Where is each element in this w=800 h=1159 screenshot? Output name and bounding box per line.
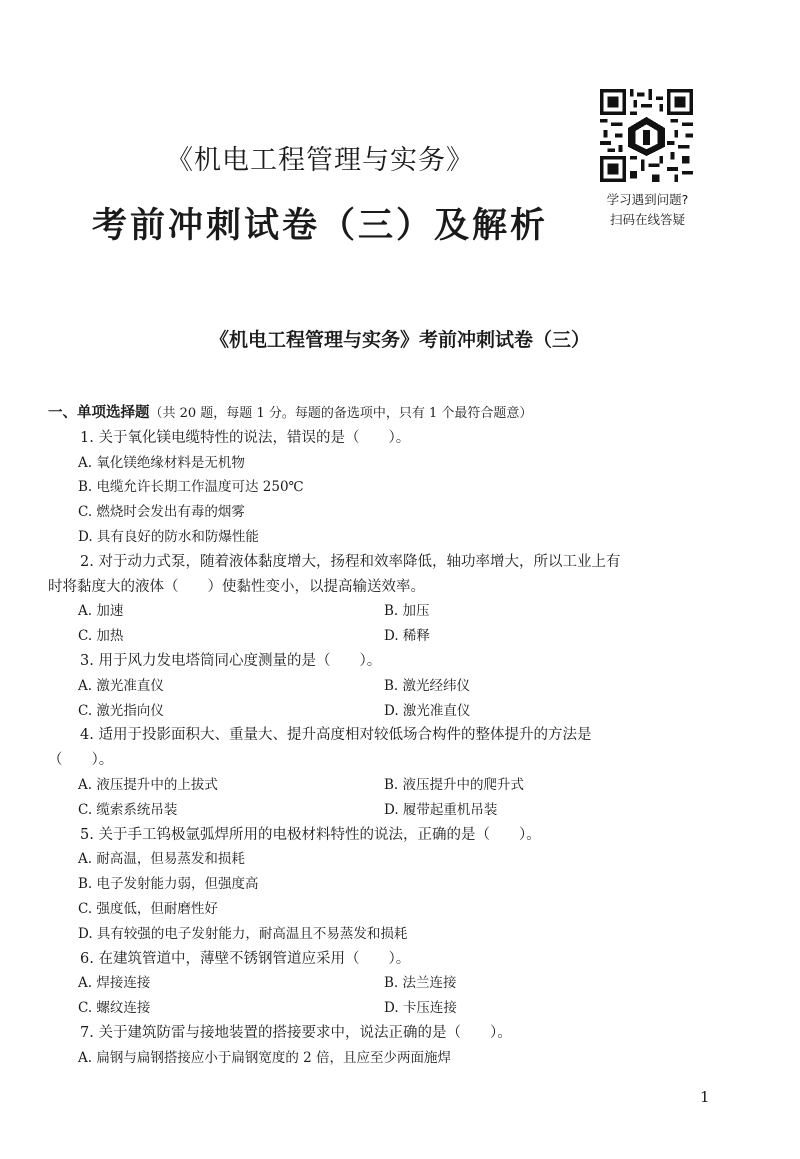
question-stem-continued: 时将黏度大的液体（ ）使黏性变小，以提高输送效率。	[48, 578, 425, 595]
qr-caption	[580, 190, 715, 230]
option-a: A. 加速	[78, 603, 124, 620]
question-stem: 6. 在建筑管道中，薄壁不锈钢管道应采用（ ）。	[80, 950, 411, 967]
option-d: D. 具有良好的防水和防爆性能	[78, 528, 259, 545]
option-c: C. 激光指向仪	[78, 702, 164, 719]
book-title: 《机电工程管理与实务》	[166, 145, 474, 176]
question-4	[48, 723, 728, 822]
exam-title: 考前冲刺试卷（三）及解析	[91, 206, 548, 246]
option-d: D. 激光准直仪	[384, 702, 471, 719]
question-7	[48, 1021, 728, 1071]
option-d: D. 具有较强的电子发射能力，耐高温且不易蒸发和损耗	[78, 925, 408, 942]
exam-subtitle: 《机电工程管理与实务》考前冲刺试卷（三）	[209, 329, 590, 351]
question-1	[48, 426, 728, 550]
option-b: B. 液压提升中的爬升式	[384, 776, 525, 793]
option-b: B. 电缆允许长期工作温度可达 250℃	[78, 479, 304, 496]
option-row	[48, 699, 728, 724]
qr-caption-line1: 学习遇到问题?	[606, 192, 689, 207]
question-stem: 1. 关于氧化镁电缆特性的说法，错误的是（ ）。	[80, 429, 411, 446]
option-a: A. 氧化镁绝缘材料是无机物	[78, 454, 245, 471]
option-b: B. 电子发射能力弱，但强度高	[78, 876, 259, 893]
option-a: A. 焊接连接	[78, 975, 151, 992]
question-stem: 7. 关于建筑防雷与接地装置的搭接要求中，说法正确的是（ ）。	[80, 1024, 512, 1041]
option-row	[48, 773, 728, 798]
option-c: C. 加热	[78, 628, 124, 645]
option-c: C. 缆索系统吊装	[78, 801, 178, 818]
option-b: B. 激光经纬仪	[384, 677, 471, 694]
option-row	[48, 674, 728, 699]
option-b: B. 加压	[384, 603, 430, 620]
question-stem-continued: （ ）。	[48, 752, 114, 769]
option-c: C. 强度低，但耐磨性好	[78, 900, 218, 917]
option-d: D. 履带起重机吊装	[384, 801, 498, 818]
question-stem: 5. 关于手工钨极氩弧焊所用的电极材料特性的说法，正确的是（ ）。	[80, 826, 541, 843]
question-list	[48, 401, 728, 1071]
option-a: A. 激光准直仪	[78, 677, 164, 694]
question-stem: 4. 适用于投影面积大、重量大、提升高度相对较低场合构件的整体提升的方法是	[80, 727, 592, 744]
option-b: B. 法兰连接	[384, 975, 457, 992]
option-a: A. 耐高温，但易蒸发和损耗	[78, 851, 245, 868]
section-note: （共 20 题，每题 1 分。每题的备选项中，只有 1 个最符合题意）	[149, 406, 533, 421]
page-number: 1	[700, 1088, 710, 1106]
qr-caption-line2: 扫码在线答疑	[609, 212, 685, 227]
option-d: D. 卡压连接	[384, 1000, 457, 1017]
option-row	[48, 971, 728, 996]
section-heading	[48, 401, 728, 426]
option-a: A. 扁钢与扁钢搭接应小于扁钢宽度的 2 倍，且应至少两面施焊	[78, 1049, 452, 1066]
section-heading-label: 一、单项选择题	[48, 405, 150, 421]
option-c: C. 螺纹连接	[78, 1000, 151, 1017]
question-2	[48, 550, 728, 649]
qr-code-icon[interactable]	[600, 89, 693, 182]
question-stem: 3. 用于风力发电塔筒同心度测量的是（ ）。	[80, 652, 382, 669]
option-d: D. 稀释	[384, 628, 430, 645]
question-3	[48, 649, 728, 723]
question-5	[48, 823, 728, 947]
option-a: A. 液压提升中的上拔式	[78, 776, 218, 793]
option-row	[48, 798, 728, 823]
option-row	[48, 599, 728, 624]
option-row	[48, 996, 728, 1021]
option-c: C. 燃烧时会发出有毒的烟雾	[78, 504, 245, 521]
question-6	[48, 947, 728, 1021]
question-stem: 2. 对于动力式泵，随着液体黏度增大，扬程和效率降低，轴功率增大，所以工业上有	[80, 553, 621, 570]
option-row	[48, 624, 728, 649]
